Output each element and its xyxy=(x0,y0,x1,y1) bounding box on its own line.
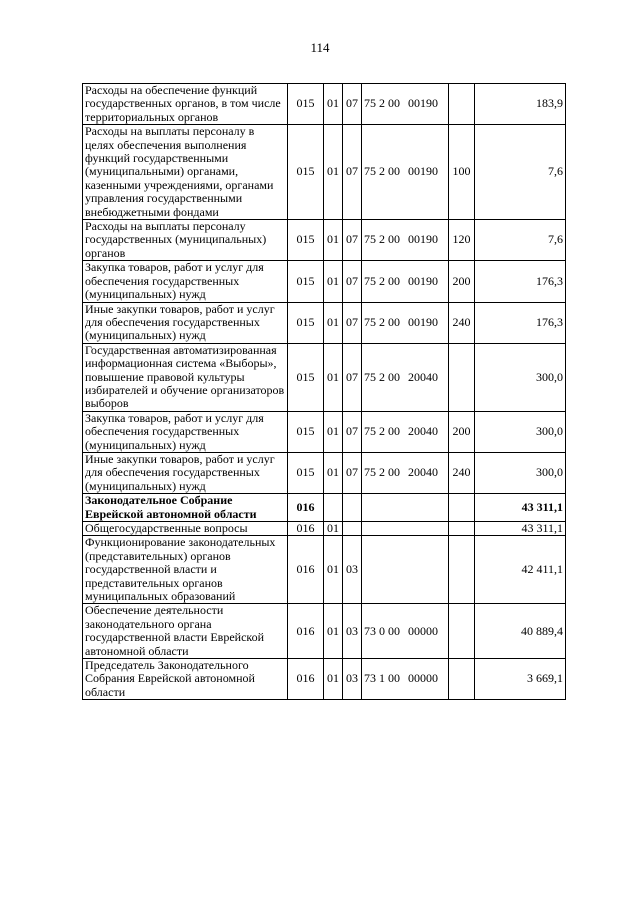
amount-cell: 43 311,1 xyxy=(475,494,566,522)
subsection-code-cell: 03 xyxy=(343,536,362,604)
expense-name-cell: Государственная автоматизированная информационная система «Выборы», повышение правовой культуры избирателей и обучение организаторов выборов xyxy=(83,343,288,411)
subsection-code-cell xyxy=(343,494,362,522)
target-article-direction: 00000 xyxy=(408,623,438,638)
target-article-direction: 20040 xyxy=(408,424,438,439)
target-article-program: 73 1 00 xyxy=(364,671,400,686)
target-article-cell xyxy=(362,604,449,659)
subsection-code-cell: 07 xyxy=(343,411,362,452)
table-row xyxy=(83,536,566,604)
target-article-direction: 00190 xyxy=(408,164,438,179)
expense-name-cell: Обеспечение деятельности законодательного органа государственной власти Еврейской автономной области xyxy=(83,604,288,659)
department-code-cell: 015 xyxy=(288,220,324,261)
target-article-program: 75 2 00 xyxy=(364,232,400,247)
amount-cell: 300,0 xyxy=(475,452,566,493)
target-article-cell xyxy=(362,343,449,411)
amount-cell: 3 669,1 xyxy=(475,659,566,700)
expense-name-cell: Расходы на обеспечение функций государственных органов, в том числе территориальных органов xyxy=(83,84,288,125)
target-article-cell xyxy=(362,84,449,125)
expense-name-cell: Законодательное Собрание Еврейской автономной области xyxy=(83,494,288,522)
department-code-cell: 016 xyxy=(288,494,324,522)
target-article-program: 75 2 00 xyxy=(364,96,400,111)
amount-cell: 176,3 xyxy=(475,302,566,343)
target-article-program: 75 2 00 xyxy=(364,164,400,179)
section-code-cell: 01 xyxy=(324,343,343,411)
target-article-program: 73 0 00 xyxy=(364,623,400,638)
target-article-cell xyxy=(362,452,449,493)
target-article-program: 75 2 00 xyxy=(364,465,400,480)
department-code-cell: 015 xyxy=(288,343,324,411)
target-article-direction: 20040 xyxy=(408,465,438,480)
amount-cell: 43 311,1 xyxy=(475,522,566,536)
amount-cell: 42 411,1 xyxy=(475,536,566,604)
subsection-code-cell: 07 xyxy=(343,125,362,220)
expense-type-cell xyxy=(449,659,475,700)
expense-name-cell: Расходы на выплаты персоналу государственных (муниципальных) органов xyxy=(83,220,288,261)
table-row xyxy=(83,261,566,302)
section-code-cell: 01 xyxy=(324,536,343,604)
budget-table xyxy=(82,83,566,700)
amount-cell: 40 889,4 xyxy=(475,604,566,659)
target-article-cell xyxy=(362,411,449,452)
section-code-cell: 01 xyxy=(324,522,343,536)
expense-type-cell: 200 xyxy=(449,411,475,452)
section-code-cell: 01 xyxy=(324,261,343,302)
expense-type-cell xyxy=(449,536,475,604)
target-article-cell xyxy=(362,494,449,522)
target-article-cell xyxy=(362,522,449,536)
amount-cell: 7,6 xyxy=(475,220,566,261)
department-code-cell: 016 xyxy=(288,604,324,659)
target-article-program: 75 2 00 xyxy=(364,273,400,288)
target-article-program: 75 2 00 xyxy=(364,424,400,439)
section-code-cell xyxy=(324,494,343,522)
target-article-direction: 20040 xyxy=(408,369,438,384)
expense-name-cell: Председатель Законодательного Собрания Еврейской автономной области xyxy=(83,659,288,700)
target-article-direction: 00190 xyxy=(408,232,438,247)
subsection-code-cell: 07 xyxy=(343,220,362,261)
subsection-code-cell: 03 xyxy=(343,604,362,659)
target-article-direction: 00190 xyxy=(408,273,438,288)
target-article-program: 75 2 00 xyxy=(364,314,400,329)
table-row xyxy=(83,494,566,522)
department-code-cell: 015 xyxy=(288,302,324,343)
expense-name-cell: Иные закупки товаров, работ и услуг для обеспечения государственных (муниципальных) нужд xyxy=(83,452,288,493)
table-row xyxy=(83,659,566,700)
expense-type-cell xyxy=(449,494,475,522)
department-code-cell: 016 xyxy=(288,522,324,536)
expense-name-cell: Общегосударственные вопросы xyxy=(83,522,288,536)
department-code-cell: 015 xyxy=(288,452,324,493)
expense-name-cell: Иные закупки товаров, работ и услуг для обеспечения государственных (муниципальных) нужд xyxy=(83,302,288,343)
expense-type-cell: 120 xyxy=(449,220,475,261)
department-code-cell: 015 xyxy=(288,84,324,125)
target-article-program: 75 2 00 xyxy=(364,369,400,384)
target-article-cell xyxy=(362,125,449,220)
expense-name-cell: Функционирование законодательных (представительных) органов государственной власти и представительных органов муниципальных образований xyxy=(83,536,288,604)
department-code-cell: 016 xyxy=(288,659,324,700)
expense-name-cell: Расходы на выплаты персоналу в целях обеспечения выполнения функций государственными (муниципальными) органами, казенными учреждениями, органами управления государственными внебюджетными фондами xyxy=(83,125,288,220)
target-article-cell xyxy=(362,659,449,700)
expense-type-cell xyxy=(449,604,475,659)
subsection-code-cell: 03 xyxy=(343,659,362,700)
department-code-cell: 016 xyxy=(288,536,324,604)
table-row xyxy=(83,343,566,411)
target-article-cell xyxy=(362,220,449,261)
subsection-code-cell: 07 xyxy=(343,84,362,125)
target-article-direction: 00190 xyxy=(408,96,438,111)
expense-type-cell xyxy=(449,84,475,125)
section-code-cell: 01 xyxy=(324,452,343,493)
table-row xyxy=(83,411,566,452)
target-article-cell xyxy=(362,302,449,343)
expense-type-cell: 100 xyxy=(449,125,475,220)
table-row xyxy=(83,125,566,220)
section-code-cell: 01 xyxy=(324,411,343,452)
section-code-cell: 01 xyxy=(324,220,343,261)
section-code-cell: 01 xyxy=(324,84,343,125)
amount-cell: 300,0 xyxy=(475,411,566,452)
amount-cell: 183,9 xyxy=(475,84,566,125)
amount-cell: 300,0 xyxy=(475,343,566,411)
section-code-cell: 01 xyxy=(324,302,343,343)
expense-type-cell: 240 xyxy=(449,302,475,343)
subsection-code-cell: 07 xyxy=(343,261,362,302)
target-article-direction: 00000 xyxy=(408,671,438,686)
page-number: 114 xyxy=(310,40,330,55)
expense-type-cell xyxy=(449,522,475,536)
subsection-code-cell: 07 xyxy=(343,302,362,343)
table-row xyxy=(83,302,566,343)
expense-type-cell xyxy=(449,343,475,411)
expense-name-cell: Закупка товаров, работ и услуг для обеспечения государственных (муниципальных) нужд xyxy=(83,261,288,302)
section-code-cell: 01 xyxy=(324,125,343,220)
amount-cell: 176,3 xyxy=(475,261,566,302)
expense-name-cell: Закупка товаров, работ и услуг для обеспечения государственных (муниципальных) нужд xyxy=(83,411,288,452)
target-article-direction: 00190 xyxy=(408,314,438,329)
subsection-code-cell xyxy=(343,522,362,536)
table-row xyxy=(83,522,566,536)
table-row xyxy=(83,84,566,125)
department-code-cell: 015 xyxy=(288,125,324,220)
department-code-cell: 015 xyxy=(288,261,324,302)
target-article-cell xyxy=(362,536,449,604)
section-code-cell: 01 xyxy=(324,604,343,659)
subsection-code-cell: 07 xyxy=(343,343,362,411)
target-article-cell xyxy=(362,261,449,302)
subsection-code-cell: 07 xyxy=(343,452,362,493)
table-row xyxy=(83,604,566,659)
expense-type-cell: 240 xyxy=(449,452,475,493)
expense-type-cell: 200 xyxy=(449,261,475,302)
section-code-cell: 01 xyxy=(324,659,343,700)
amount-cell: 7,6 xyxy=(475,125,566,220)
table-row xyxy=(83,220,566,261)
table-row xyxy=(83,452,566,493)
department-code-cell: 015 xyxy=(288,411,324,452)
